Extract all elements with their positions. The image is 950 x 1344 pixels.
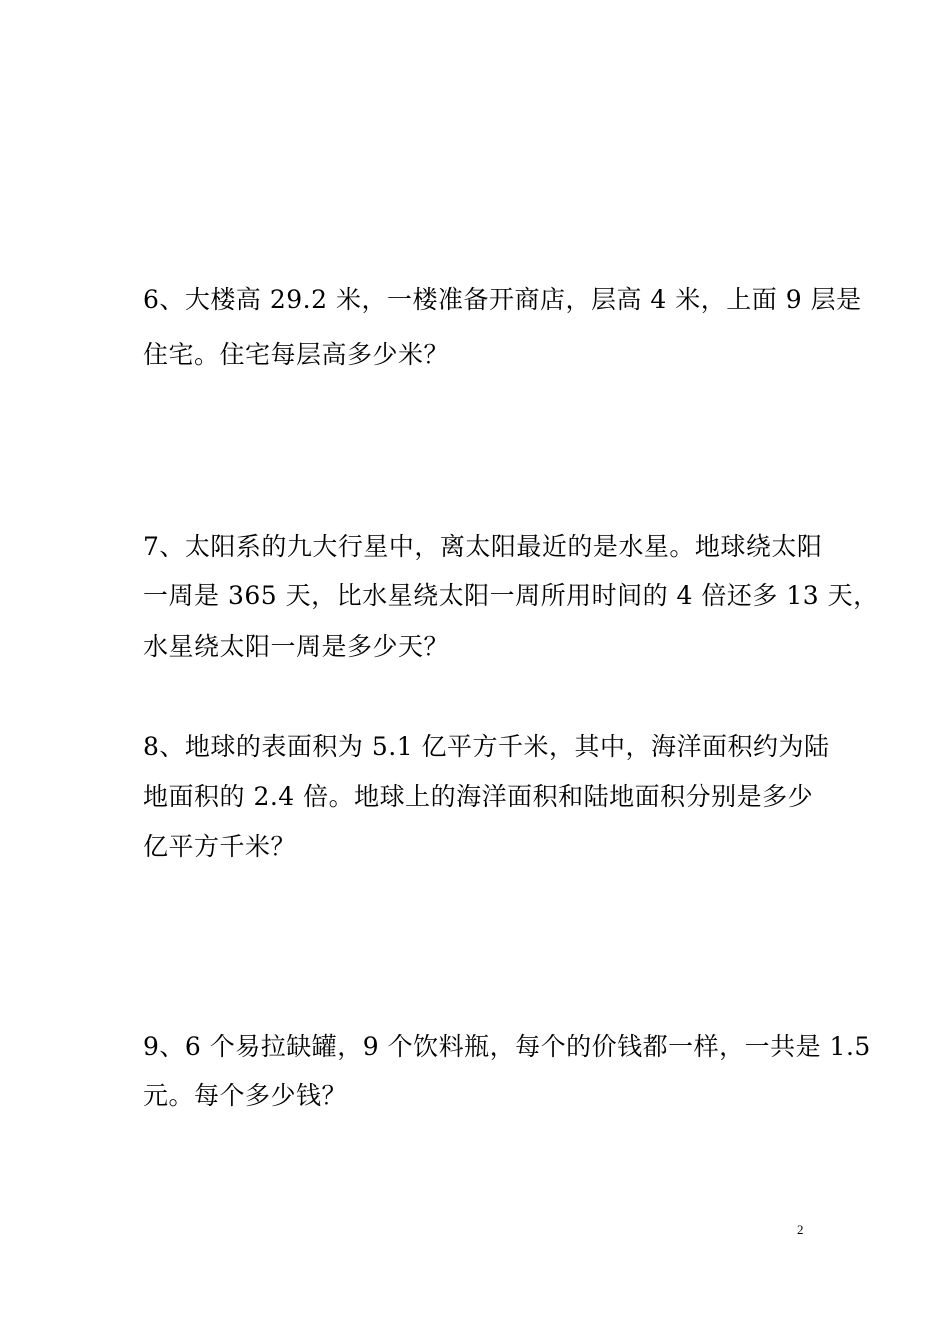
question-9-line-2: 元。每个多少钱？ — [143, 1081, 348, 1110]
question-6-line-1: 6、大楼高 29.2 米，一楼准备开商店，层高 4 米，上面 9 层是 — [143, 285, 862, 314]
page-number: 2 — [797, 1222, 804, 1237]
question-8-line-3: 亿平方千米？ — [143, 832, 297, 861]
question-8-line-1: 8、地球的表面积为 5.1 亿平方千米，其中，海洋面积约为陆 — [143, 732, 830, 761]
question-7-line-2: 一周是 365 天，比水星绕太阳一周所用时间的 4 倍还多 13 天， — [143, 581, 879, 610]
question-7-line-1: 7、太阳系的九大行星中，离太阳最近的是水星。地球绕太阳 — [143, 532, 823, 561]
question-6-line-2: 住宅。住宅每层高多少米？ — [143, 340, 450, 369]
question-8-line-2: 地面积的 2.4 倍。地球上的海洋面积和陆地面积分别是多少 — [143, 782, 814, 811]
question-9-line-1: 9、6 个易拉缺罐，9 个饮料瓶，每个的价钱都一样，一共是 1.5 — [143, 1032, 871, 1061]
question-7-line-3: 水星绕太阳一周是多少天？ — [143, 632, 450, 661]
